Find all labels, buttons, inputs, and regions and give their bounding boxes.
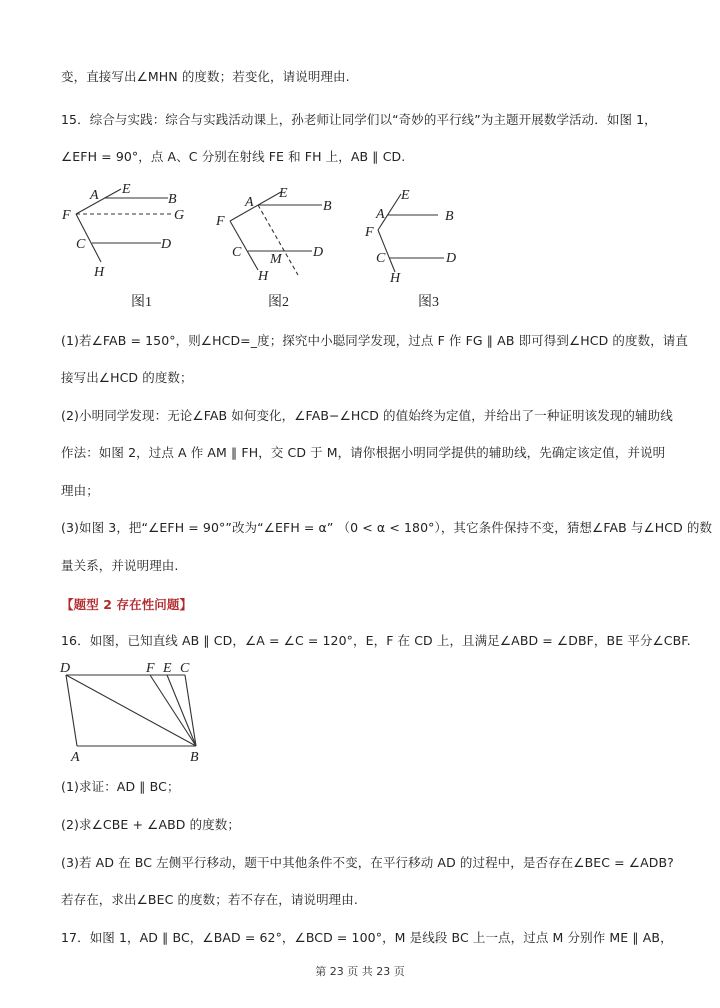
sub-question-2: (2)小明同学发现：无论∠FAB 如何变化，∠FAB−∠HCD 的值始终为定值，并给出了一种证明该发现的辅助线 bbox=[61, 408, 673, 423]
label-e: E bbox=[163, 661, 172, 676]
text-line: ∠EFH = 90°，点 A、C 分别在射线 FE 和 FH 上，AB ∥ CD. bbox=[61, 149, 406, 164]
label-c: C bbox=[180, 661, 190, 676]
figure-1 bbox=[0, 0, 720, 330]
label-f: F bbox=[365, 225, 374, 240]
sub-question-1: (1)求证：AD ∥ BC； bbox=[61, 779, 180, 794]
label-d: D bbox=[60, 661, 71, 676]
label-a: A bbox=[90, 188, 99, 203]
label-a: A bbox=[71, 750, 80, 765]
figure-1-caption: 图1 bbox=[131, 295, 152, 310]
label-f: F bbox=[62, 208, 71, 223]
sub-question-3: (3)若 AD 在 BC 左侧平行移动，题干中其他条件不变，在平行移动 AD 的过程中，是否存在∠BEC = ∠ADB? bbox=[61, 855, 674, 870]
text-line: 变，直接写出∠MHN 的度数；若变化，请说明理由. bbox=[61, 69, 350, 84]
section-heading: 【题型 2 存在性问题】 bbox=[61, 597, 193, 612]
label-b: B bbox=[445, 209, 454, 224]
label-d: D bbox=[446, 251, 457, 266]
figure-16 bbox=[0, 650, 720, 765]
sub-question-1: (1)若∠FAB = 150°，则∠HCD=_度；探究中小聪同学发现，过点 F 作 FG ∥ AB 即可得到∠HCD 的度数，请直 bbox=[61, 333, 689, 348]
sub-question-3: (3)如图 3，把“∠EFH = 90°”改为“∠EFH = α” （0 < α < 180°），其它条件保持不变，猜想∠FAB 与∠HCD 的数 bbox=[61, 520, 713, 535]
label-h: H bbox=[94, 265, 105, 280]
label-a: A bbox=[376, 207, 385, 222]
text-line: 量关系，并说明理由. bbox=[61, 558, 179, 573]
label-h: H bbox=[258, 269, 269, 284]
label-c: C bbox=[232, 245, 242, 260]
text-line: 理由； bbox=[61, 483, 99, 498]
label-e: E bbox=[279, 186, 288, 201]
label-d: D bbox=[161, 237, 172, 252]
page-number: 第 23 页 共 23 页 bbox=[315, 965, 405, 978]
label-d: D bbox=[313, 245, 324, 260]
label-b: B bbox=[168, 192, 177, 207]
label-h: H bbox=[390, 271, 401, 286]
label-e: E bbox=[401, 188, 410, 203]
sub-question-2: (2)求∠CBE + ∠ABD 的度数； bbox=[61, 817, 240, 832]
label-f: F bbox=[216, 214, 225, 229]
label-a: A bbox=[245, 195, 254, 210]
figure-3-caption: 图3 bbox=[418, 295, 439, 310]
text-line: 接写出∠HCD 的度数； bbox=[61, 370, 193, 385]
label-e: E bbox=[122, 182, 131, 197]
question-16-intro: 16．如图，已知直线 AB ∥ CD，∠A = ∠C = 120°，E，F 在 CD 上，且满足∠ABD = ∠DBF，BE 平分∠CBF. bbox=[61, 633, 691, 648]
figure-2-caption: 图2 bbox=[268, 295, 289, 310]
label-b: B bbox=[323, 199, 332, 214]
question-15-intro: 15．综合与实践：综合与实践活动课上，孙老师让同学们以“奇妙的平行线”为主题开展数学活动．如图 1， bbox=[61, 112, 657, 127]
label-m: M bbox=[270, 252, 282, 267]
text-line: 若存在，求出∠BEC 的度数；若不存在，请说明理由. bbox=[61, 892, 358, 907]
label-c: C bbox=[376, 251, 386, 266]
text-line: 作法：如图 2，过点 A 作 AM ∥ FH，交 CD 于 M，请你根据小明同学提供的辅助线，先确定该定值，并说明 bbox=[61, 445, 666, 460]
label-c: C bbox=[76, 237, 86, 252]
label-b: B bbox=[190, 750, 199, 765]
question-17-intro: 17．如图 1，AD ∥ BC，∠BAD = 62°，∠BCD = 100°，M 是线段 BC 上一点，过点 M 分别作 ME ∥ AB， bbox=[61, 930, 673, 945]
label-f: F bbox=[146, 661, 155, 676]
label-g: G bbox=[174, 208, 185, 223]
